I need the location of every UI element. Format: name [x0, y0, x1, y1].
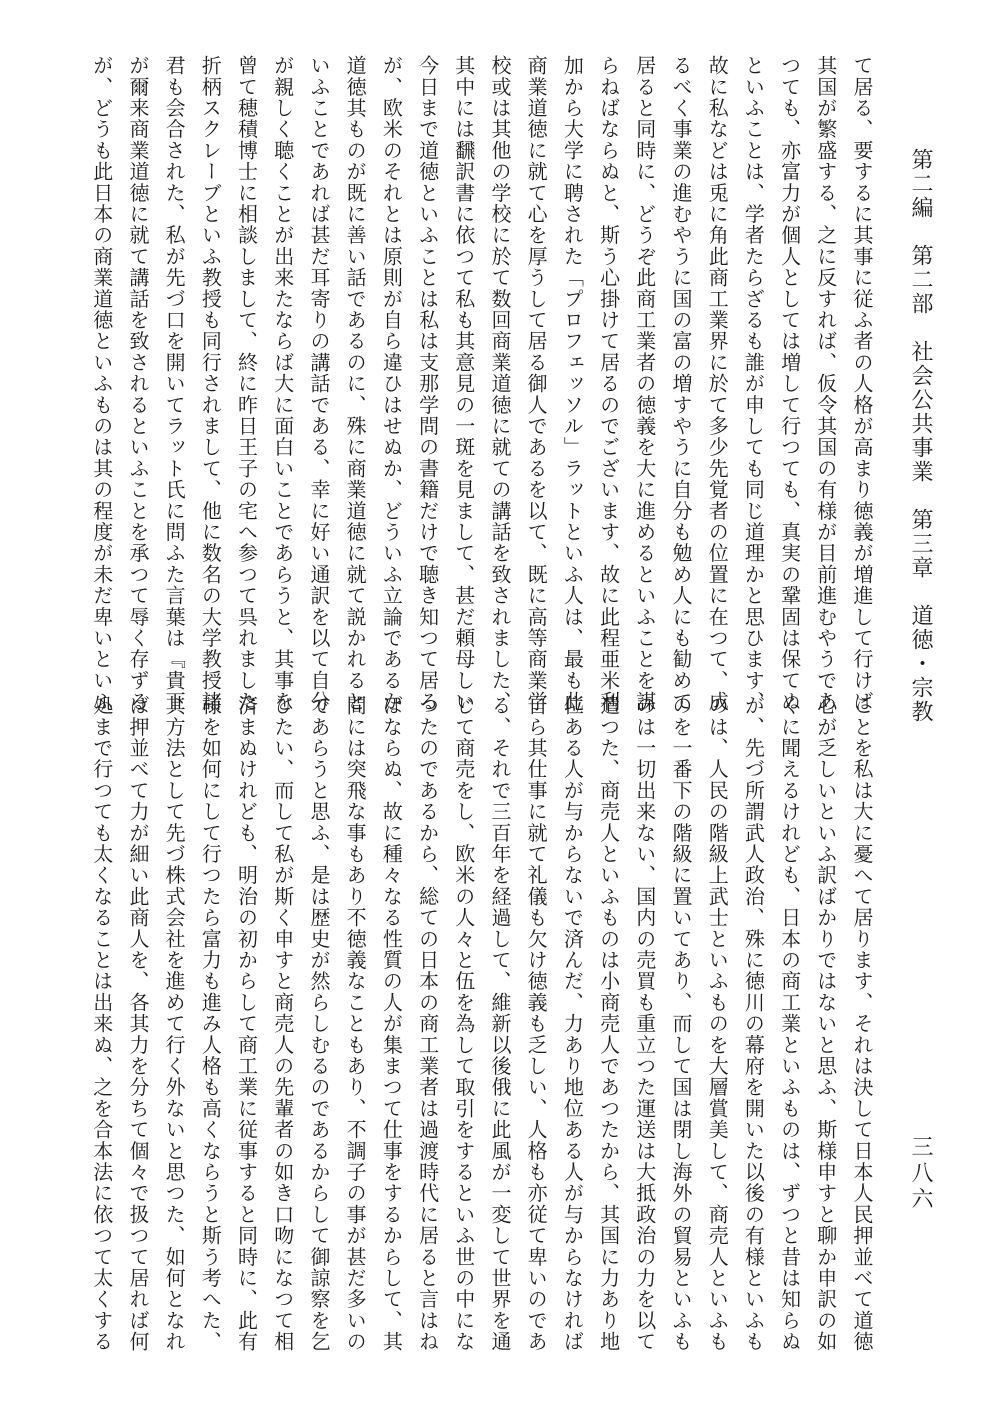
text-line: 君も会合された、私が先づ口を開いてラット氏に問ふた言葉は『貴下	[162, 55, 187, 713]
text-line: じて商売をし、欧米の人々と伍を為して取引をするといふ世の中にな	[451, 695, 476, 1353]
text-line: 処まで行つても太くなることは出来ぬ、之を合本法に依つて太くする	[89, 695, 114, 1353]
text-line: 様を如何にして行つたら富力も進み人格も高くならうと斯う考へた、	[198, 695, 223, 1353]
text-line: て居る、要するに其事に従ふ者の人格が高まり徳義が増進して行けば	[850, 55, 874, 713]
text-line: が爾来商業道徳に就て講話を致されるといふことを承つて辱く存ずる	[125, 55, 150, 713]
text-line: くに聞えるけれども、日本の商工業といふものは、ずつと昔は知らぬ	[777, 695, 802, 1353]
upper-text-block	[60, 55, 880, 713]
text-line: 曾て穂積博士に相談しまして、終に昨日王子の宅へ参つて呉れました	[234, 55, 259, 713]
text-line: であらうと思ふ、是は歴史が然らしむるのであるからして御諒察を乞	[306, 695, 331, 1353]
text-line: ことを私は大に憂へて居ります、それは決して日本人民押並べて道徳	[850, 695, 874, 1353]
text-line: つたのであるから、総ての日本の商工業者は過渡時代に居ると言はね	[415, 695, 440, 1353]
text-line: ひたい、而して私が斯く申すと商売人の先輩者の如き口吻になつて相	[270, 695, 295, 1353]
text-line: 道徳其ものが既に善い話であるのに、殊に商業道徳に就て説かれると	[343, 55, 368, 713]
text-line: 故に私などは兎に角此商工業界に於て多少先覚者の位置に在つて、成	[705, 55, 730, 713]
text-line: 加から大学に聘された「プロフェッソル」ラットといふ人は、最も此	[560, 55, 585, 713]
text-line: ば押並べて力が細い此商人を、各其力を分ちて個々で扱つて居れば何	[125, 695, 150, 1353]
text-line: 校或は其他の学校に於て数回商業道徳に就ての講話を致されました、	[487, 55, 512, 713]
text-line: 間には突飛な事もあり不徳義なこともあり、不調子の事が甚だ多いの	[343, 695, 368, 1353]
text-line: る、それで三百年を経過して、維新以後俄に此風が一変して世界を通	[487, 695, 512, 1353]
lower-text-block	[60, 695, 880, 1353]
text-line: 位ある人が与からないで済んだ、力あり地位ある人が与からなければ	[560, 695, 585, 1353]
text-line: 居ると同時に、どうぞ此商工業者の徳義を大に進めるといふことを謀	[632, 55, 657, 713]
text-line: が、欧米のそれとは原則が自ら違ひはせぬか、どういふ立論であるか	[379, 55, 404, 713]
text-line: 商業道徳に就て心を厚うして居る御人であるを以て、既に高等商業学	[524, 55, 549, 713]
text-line: が、先づ所謂武人政治、殊に徳川の幕府を開いた以後の有様といふも	[741, 695, 766, 1353]
text-line: いふことであれば甚だ耳寄りの講話である、幸に好い通訳を以て自分	[306, 55, 331, 713]
page-number: 三八六	[908, 1135, 933, 1213]
text-line: 心が乏しいといふ訳ばかりではないと思ふ、斯様申すと聊か申訳の如	[813, 695, 838, 1353]
text-line: といふことは、学者たらざるも誰が申しても同じ道理かと思ひます、	[741, 55, 766, 713]
text-line: 今日まで道徳といふことは私は支那学問の書籍だけで聴き知つて居る	[415, 55, 440, 713]
running-head: 第二編 第二部 社会公共事業 第三章 道徳・宗教	[908, 148, 933, 724]
text-line: のを一番下の階級に置いてあり、而して国は閉し海外の貿易といふも	[668, 695, 693, 1353]
text-line: ばならぬ、故に種々なる性質の人が集まつて仕事をするからして、其	[379, 695, 404, 1353]
text-line: 其中には飜訳書に依つて私も其意見の一斑を見まして、甚だ頼母しい	[451, 55, 476, 713]
text-line: 遣つた、商売人といふものは小商売人であつたから、其国に力あり地	[596, 695, 621, 1353]
text-line: のは、人民の階級上武士といふものを大層賞美して、商売人といふも	[705, 695, 730, 1353]
text-line: つても、亦富力が個人としては増して行つても、真実の鞏固は保てぬ	[777, 55, 802, 713]
text-line: るべく事業の進むやうに国の富の増すやうに自分も勉め人にも勧めて	[668, 55, 693, 713]
text-line: 其方法として先づ株式会社を進めて行く外ないと思つた、如何となれ	[162, 695, 187, 1353]
text-line: 済まぬけれども、明治の初からして商工業に従事すると同時に、此有	[234, 695, 259, 1353]
text-line: らねばならぬと、斯う心掛けて居るのでございます、故に此程亜米利	[596, 55, 621, 713]
text-line: のは一切出来ない、国内の売買も重立つた運送は大抵政治の力を以て	[632, 695, 657, 1353]
text-line: 折柄スクレーブといふ教授も同行されまして、他に数名の大学教授諸	[198, 55, 223, 713]
text-line: が親しく聴くことが出来たならば大に面白いことであらうと、其事を	[270, 55, 295, 713]
text-line: が、どうも此日本の商業道徳といふものは其の程度が未だ卑いといふ	[89, 55, 114, 713]
text-line: 其国が繁盛する、之に反すれば、仮令其国の有様が目前進むやうであ	[813, 55, 838, 713]
text-line: 自ら其仕事に就て礼儀も欠け徳義も乏しい、人格も亦従て卑いのであ	[524, 695, 549, 1353]
